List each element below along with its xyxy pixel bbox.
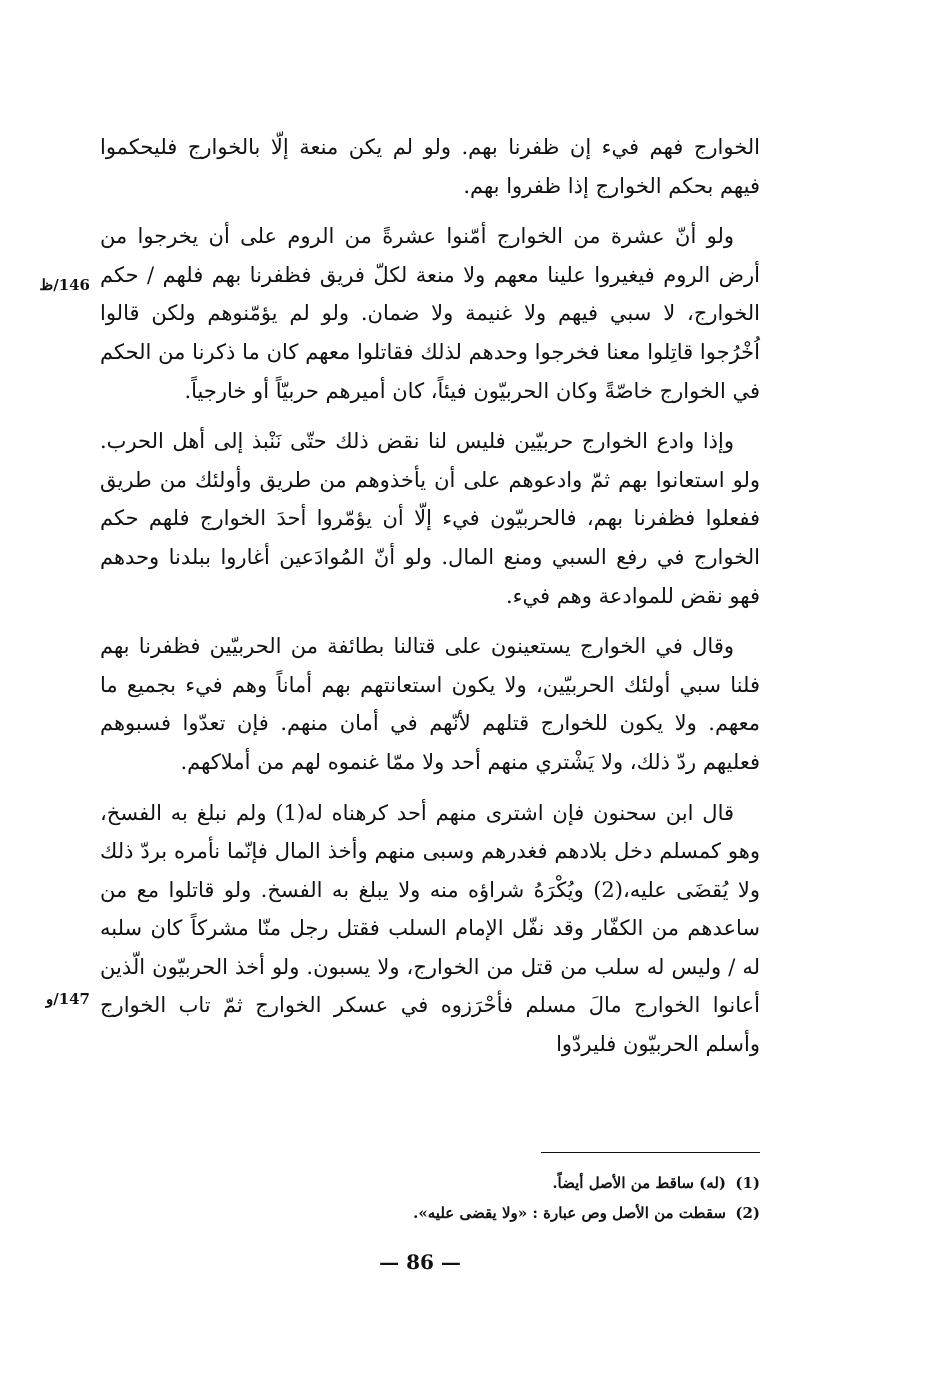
main-text xyxy=(100,128,760,1076)
page-number: — 86 — xyxy=(379,1250,461,1274)
margin-folio-note: 147/و xyxy=(45,990,90,1008)
footnote-text: (له) ساقط من الأصل أيضاً. xyxy=(552,1174,726,1192)
footnote xyxy=(300,1198,760,1228)
paragraph: وإذا وادع الخوارج حربيّين فليس لنا نقض ذلك حتّى نَنْبذ إلى أهل الحرب. ولو استعانوا بهم ثمّ وادعوهم على أن يأخذوهم من طريق وأولئك من طريق ففعلوا فظفرنا بهم، فالحربيّون فيء إلّا أن يؤمّروا أحدَ الخوارج فلهم حكم الخوارج في رفع السبي ومنع المال. ولو أنّ المُوادَعين أغاروا ببلدنا وحدهم فهو نقض للموادعة وهم فيء. xyxy=(100,429,760,608)
footnote-divider xyxy=(541,1152,760,1153)
footnote xyxy=(300,1168,760,1198)
paragraph: الخوارج فهم فيء إن ظفرنا بهم. ولو لم يكن منعة إلّا بالخوارج فليحكموا فيهم بحكم الخوارج إذا ظفروا بهم. xyxy=(100,135,760,198)
footnote-number: (1) xyxy=(735,1174,760,1192)
paragraph: قال ابن سحنون فإن اشترى منهم أحد كرهناه له(1) ولم نبلغ به الفسخ، وهو كمسلم دخل بلادهم فغدرهم وسبى منهم وأخذ المال فإنّما نأمره بردّ ذلك ولا يُقضَى عليه،(2) ويُكْرَهُ شراؤه منه ولا يبلغ به الفسخ. ولو قاتلوا مع من ساعدهم من الكفّار وقد نفّل الإمام السلب فقتل رجل منّا مشركاً كان سلبه له / وليس له سلب من قتل من الخوارج، ولا يسبون. ولو أخذ الحربيّون الّذين أعانوا الخوارج مالَ مسلم فأحْرَزوه في عسكر الخوارج ثمّ تاب الخوارج وأسلم الحربيّون فليردّوا xyxy=(100,800,760,1057)
paragraph: وقال في الخوارج يستعينون على قتالنا بطائفة من الحربيّين فظفرنا بهم فلنا سبي أولئك الحربيّين، ولا يكون استعانتهم بهم أماناً وهم فيء بجميع ما معهم. ولا يكون للخوارج قتلهم لأنّهم في أمان منهم. فإن تعدّوا فسبوهم فعليهم ردّ ذلك، ولا يَشْتري منهم أحد ولا ممّا غنموه لهم من أملاكهم. xyxy=(100,634,760,774)
paragraph: ولو أنّ عشرة من الخوارج أمّنوا عشرةً من الروم على أن يخرجوا من أرض الروم فيغيروا علينا معهم ولا منعة لكلّ فريق فظفرنا بهم فلهم / حكم الخوارج، لا سبي فيهم ولا غنيمة ولا ضمان. ولو لم يؤمّنوهم ولكن قالوا اُخْرُجوا قاتِلوا معنا فخرجوا وحدهم لذلك فقاتلوا معهم كان ما ذكرنا من الحكم في الخوارج خاصّةً وكان الحربيّون فيئاً، كان أميرهم حربيّاً أو خارجياً. xyxy=(100,224,760,403)
margin-folio-note: 146/ظ xyxy=(39,276,90,294)
footnote-number: (2) xyxy=(735,1204,760,1222)
footnotes xyxy=(300,1168,760,1228)
footnote-text: سقطت من الأصل وص عبارة : «ولا يقضى عليه». xyxy=(413,1204,726,1222)
